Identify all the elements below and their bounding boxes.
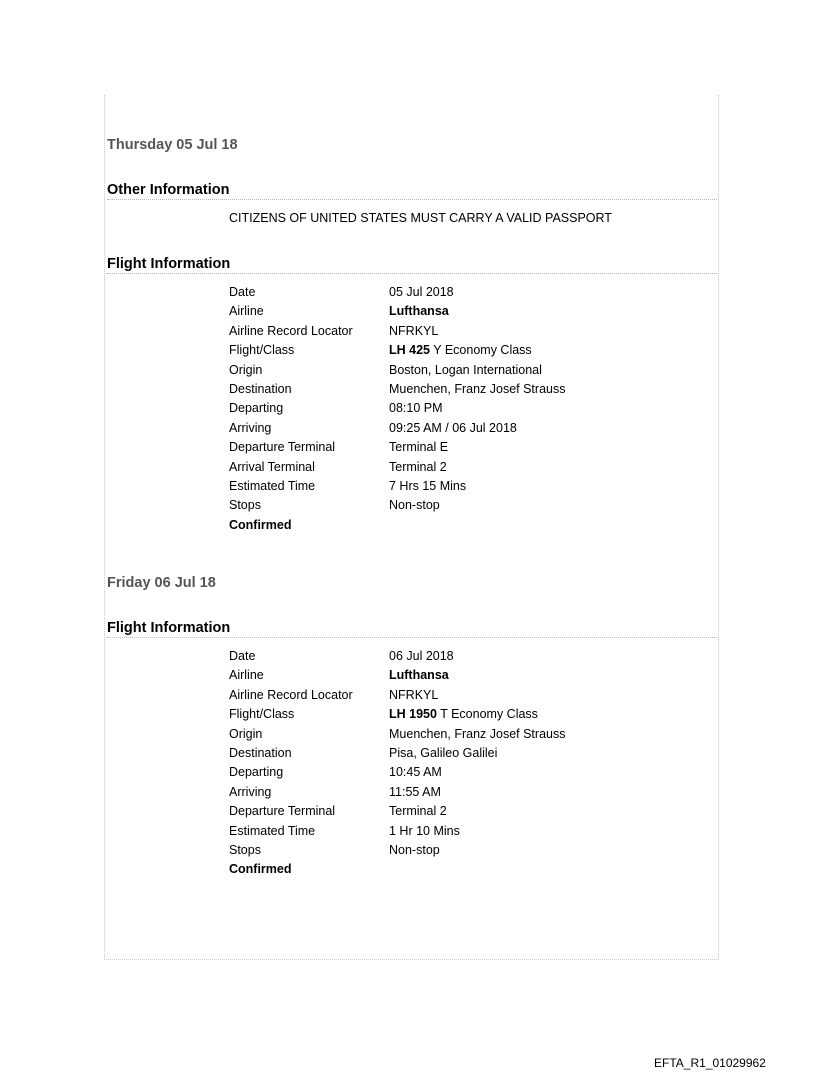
value: 11:55 AM <box>389 784 441 799</box>
value: Lufthansa <box>389 668 449 683</box>
label: Flight/Class <box>229 707 295 722</box>
row-departing <box>229 764 565 783</box>
row-arriving <box>229 784 565 803</box>
passport-notice: CITIZENS OF UNITED STATES MUST CARRY A VALID PASSPORT <box>229 211 612 225</box>
row-departing <box>229 400 565 419</box>
label: Airline Record Locator <box>229 687 353 702</box>
value: Muenchen, Franz Josef Strauss <box>389 726 566 741</box>
value: 10:45 AM <box>389 765 442 780</box>
label: Arriving <box>229 784 272 799</box>
label: Estimated Time <box>229 478 316 493</box>
label: Airline <box>229 668 264 683</box>
row-arriving <box>229 420 565 439</box>
row-departure-terminal <box>229 439 565 458</box>
label: Date <box>229 285 256 299</box>
label: Flight/Class <box>229 343 295 358</box>
row-departure-terminal <box>229 803 565 822</box>
flight-details-1 <box>229 284 565 536</box>
label: Date <box>229 649 256 663</box>
row-status <box>229 861 565 880</box>
label: Departing <box>229 765 284 780</box>
label: Departing <box>229 401 284 416</box>
row-date <box>229 648 565 667</box>
value: 1 Hr 10 Mins <box>389 823 460 838</box>
row-flight-class <box>229 342 565 361</box>
flight-information-title-2: Flight Information <box>107 620 717 638</box>
label: Departure Terminal <box>229 440 336 455</box>
row-record-locator <box>229 687 565 706</box>
value: Terminal 2 <box>389 459 447 474</box>
value: NFRKYL <box>389 687 439 702</box>
flight-details-2 <box>229 648 565 881</box>
label: Estimated Time <box>229 823 316 838</box>
flight-number: LH 425 <box>389 343 430 358</box>
document-id: EFTA_R1_01029962 <box>654 1056 766 1070</box>
label: Departure Terminal <box>229 804 336 819</box>
row-flight-class <box>229 706 565 725</box>
value: NFRKYL <box>389 323 439 338</box>
flight-number: LH 1950 <box>389 707 437 722</box>
label: Origin <box>229 362 263 377</box>
label: Arrival Terminal <box>229 459 315 474</box>
row-status <box>229 517 565 536</box>
day-heading-1: Thursday 05 Jul 18 <box>107 137 238 153</box>
value: Non-stop <box>389 498 440 513</box>
label: Destination <box>229 381 292 396</box>
label: Origin <box>229 726 263 741</box>
status-confirmed: Confirmed <box>229 517 292 532</box>
label: Stops <box>229 842 261 857</box>
row-estimated-time <box>229 823 565 842</box>
row-estimated-time <box>229 478 565 497</box>
label: Destination <box>229 745 292 760</box>
day-heading-2: Friday 06 Jul 18 <box>107 575 216 591</box>
class-value: Y Economy Class <box>433 343 532 358</box>
value: Lufthansa <box>389 304 449 319</box>
row-origin <box>229 362 565 381</box>
row-airline <box>229 303 565 322</box>
value: 08:10 PM <box>389 401 443 416</box>
value: Boston, Logan International <box>389 362 542 377</box>
class-value: T Economy Class <box>440 707 538 722</box>
value: 06 Jul 2018 <box>389 649 454 663</box>
row-stops <box>229 842 565 861</box>
row-origin <box>229 726 565 745</box>
value: 05 Jul 2018 <box>389 285 454 299</box>
status-confirmed: Confirmed <box>229 862 292 877</box>
flight-information-title-1: Flight Information <box>107 256 717 274</box>
other-information-title: Other Information <box>107 182 717 200</box>
value: Non-stop <box>389 842 440 857</box>
row-stops <box>229 497 565 516</box>
label: Airline Record Locator <box>229 323 353 338</box>
row-date <box>229 284 565 303</box>
row-airline <box>229 667 565 686</box>
label: Stops <box>229 498 261 513</box>
value: Terminal E <box>389 440 449 455</box>
row-destination <box>229 745 565 764</box>
row-record-locator <box>229 323 565 342</box>
value: 09:25 AM / 06 Jul 2018 <box>389 420 517 435</box>
label: Arriving <box>229 420 272 435</box>
row-destination <box>229 381 565 400</box>
label: Airline <box>229 304 264 319</box>
row-arrival-terminal <box>229 459 565 478</box>
value: Muenchen, Franz Josef Strauss <box>389 381 566 396</box>
value: Terminal 2 <box>389 804 447 819</box>
value: Pisa, Galileo Galilei <box>389 745 498 760</box>
value: 7 Hrs 15 Mins <box>389 478 467 493</box>
